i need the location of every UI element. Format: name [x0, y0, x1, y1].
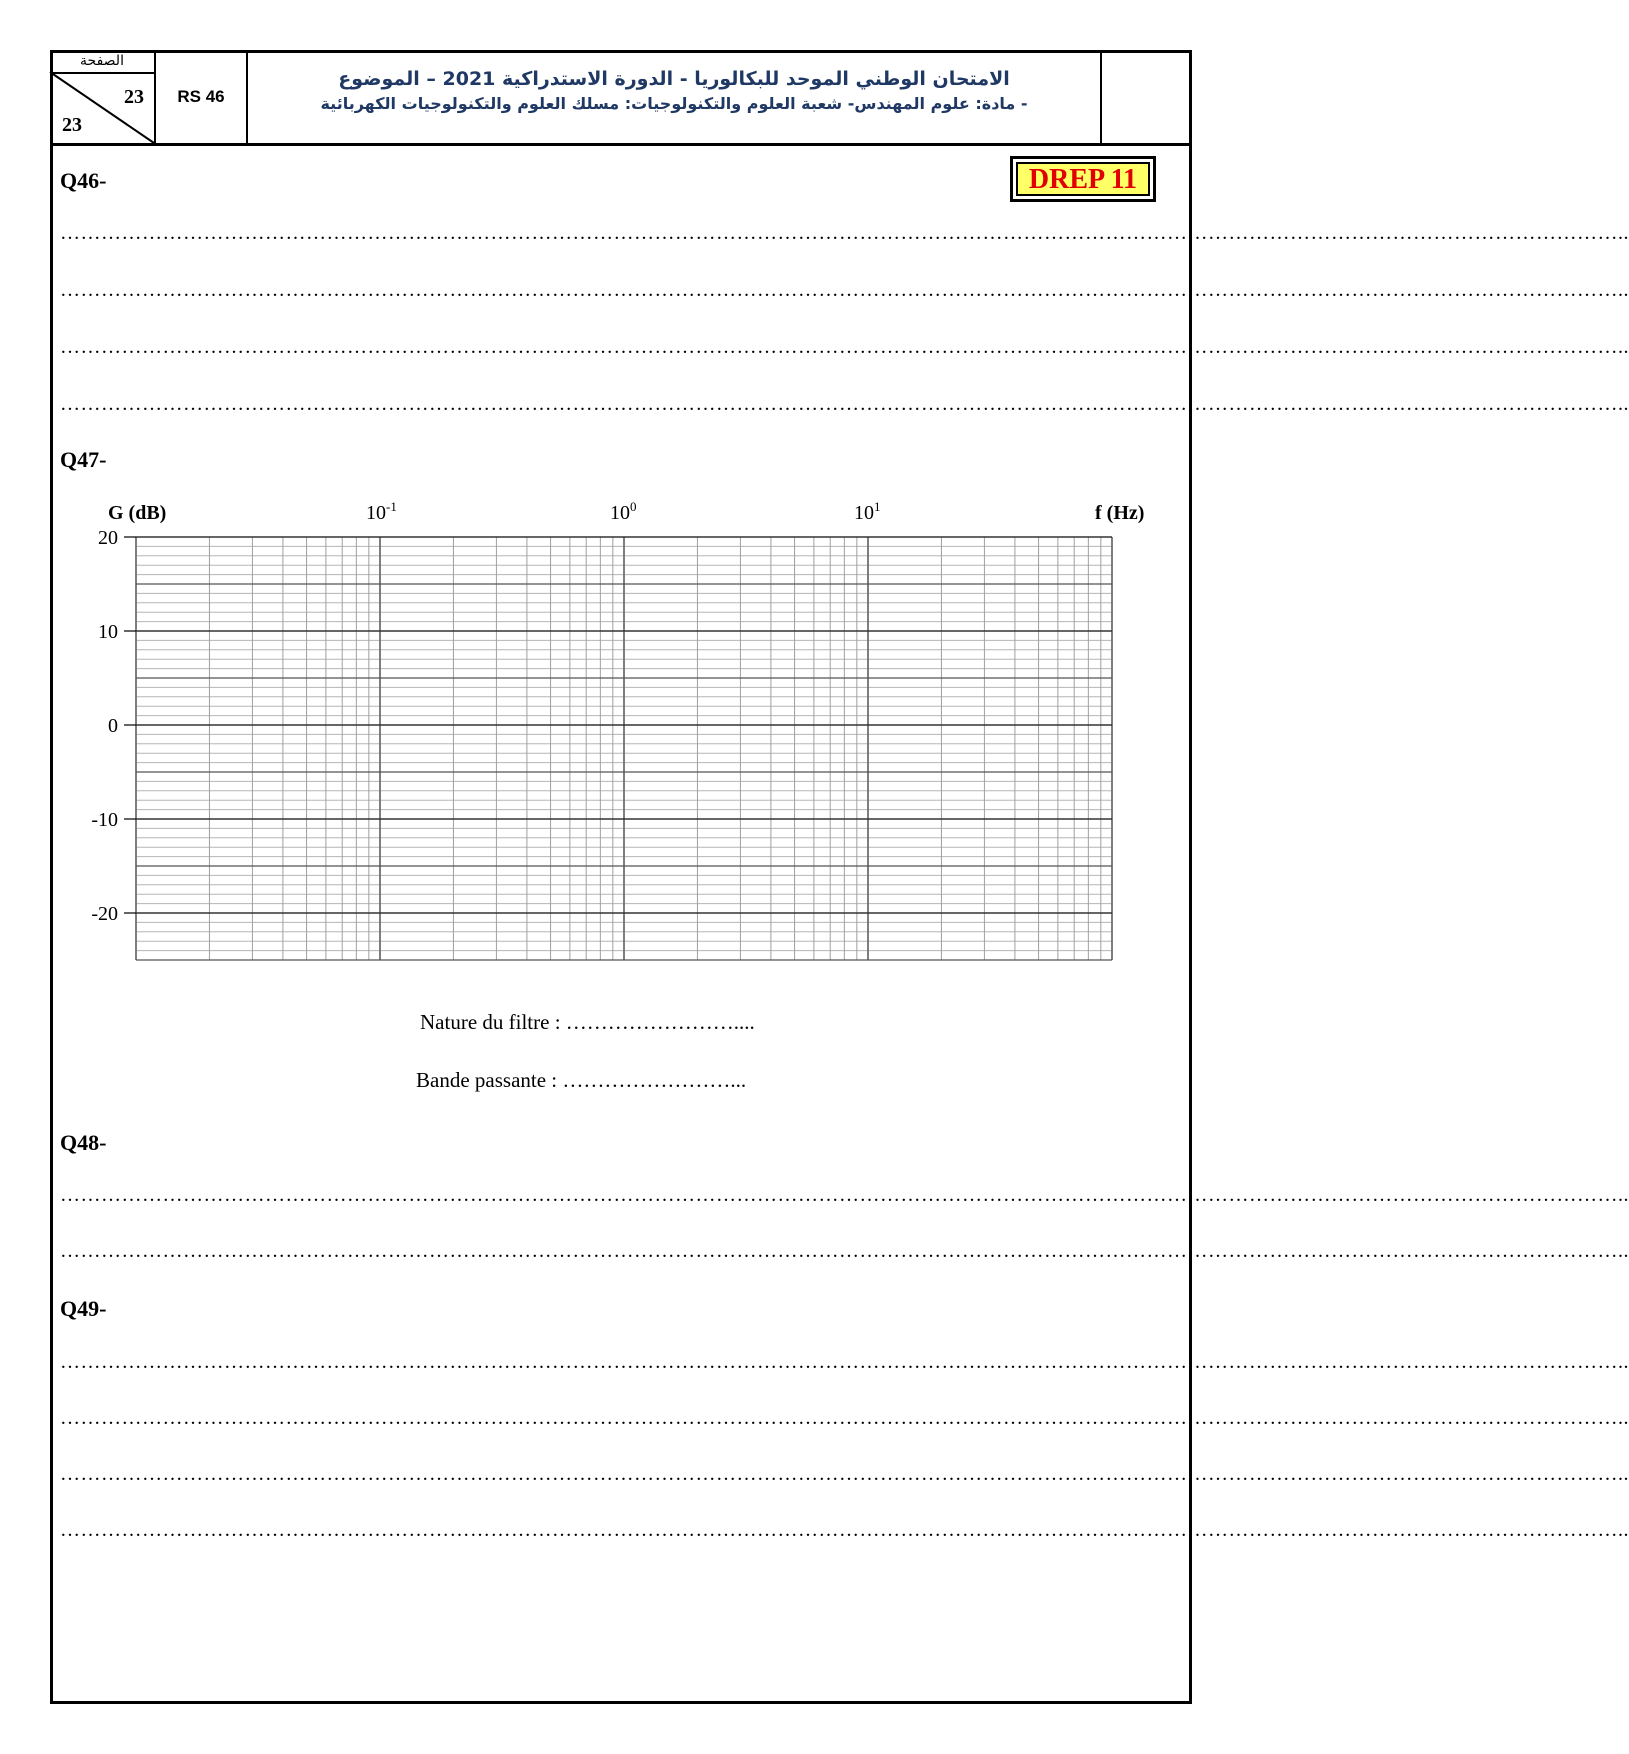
x-tick-label: $10^0$ — [610, 499, 637, 524]
drep-badge — [1010, 156, 1156, 202]
page-total: 23 — [62, 114, 82, 136]
x-tick-labels — [366, 499, 881, 524]
y-tick-labels — [91, 527, 118, 925]
minor-grid-vertical — [209, 537, 1100, 960]
header-blank-cell — [1102, 50, 1189, 143]
exam-title: الامتحان الوطني الموحد للبكالوريا - الدورة الاستدراكية 2021 – الموضوع — [338, 68, 1010, 90]
question-q48: Q48- — [60, 1130, 107, 1155]
page-header — [50, 50, 1192, 146]
bandwidth-blank[interactable]: ……………………... — [562, 1068, 747, 1092]
bode-plot — [0, 495, 1240, 975]
major-grid — [136, 537, 1112, 960]
answer-line[interactable]: ………………………………………………………………………………………………………………………………………………………………………………………………………….. — [60, 336, 1629, 358]
answer-line[interactable]: ………………………………………………………………………………………………………………………………………………………………………………………………………….. — [60, 1351, 1629, 1373]
x-tick-label: $10^1$ — [854, 499, 881, 524]
y-tick-label: 20 — [98, 527, 118, 549]
answer-line[interactable]: ………………………………………………………………………………………………………………………………………………………………………………………………………….. — [60, 1407, 1629, 1429]
exam-code: RS 46 — [156, 50, 248, 143]
answer-line[interactable]: ………………………………………………………………………………………………………………………………………………………………………………………………………….. — [60, 1463, 1629, 1485]
answer-line[interactable]: ………………………………………………………………………………………………………………………………………………………………………………………………………….. — [60, 1184, 1629, 1206]
bandwidth-label: Bande passante : — [416, 1068, 558, 1092]
y-ticks — [124, 537, 136, 913]
answer-line[interactable]: ………………………………………………………………………………………………………………………………………………………………………………………………………….. — [60, 1240, 1629, 1262]
y-axis-label: G (dB) — [108, 502, 167, 524]
page-number-cell — [50, 50, 156, 143]
y-tick-label: -20 — [91, 903, 118, 925]
filter-nature-field[interactable] — [420, 1010, 755, 1035]
question-q46: Q46- — [60, 168, 107, 193]
answer-line[interactable]: ………………………………………………………………………………………………………………………………………………………………………………………………………….. — [60, 1519, 1629, 1541]
question-q49: Q49- — [60, 1296, 107, 1321]
exam-title-cell — [248, 50, 1102, 143]
y-tick-label: 0 — [108, 715, 118, 737]
filter-nature-blank[interactable]: …………………….... — [565, 1010, 755, 1034]
answer-line[interactable]: ………………………………………………………………………………………………………………………………………………………………………………………………………….. — [60, 393, 1629, 415]
y-tick-label: 10 — [98, 621, 118, 643]
filter-nature-label: Nature du filtre : — [420, 1010, 561, 1034]
page-label: الصفحة — [50, 50, 154, 74]
answer-line[interactable]: ………………………………………………………………………………………………………………………………………………………………………………………………………….. — [60, 222, 1629, 244]
page-current: 23 — [124, 86, 144, 108]
question-q47: Q47- — [60, 447, 107, 472]
exam-subject: - مادة: علوم المهندس- شعبة العلوم والتكنولوجيات: مسلك العلوم والتكنولوجيات الكهربائية — [320, 94, 1028, 113]
drep-badge-label: DREP 11 — [1016, 162, 1150, 196]
x-axis-label: f (Hz) — [1095, 502, 1145, 524]
y-tick-label: -10 — [91, 809, 118, 831]
answer-line[interactable]: ………………………………………………………………………………………………………………………………………………………………………………………………………….. — [60, 279, 1629, 301]
bandwidth-field[interactable] — [416, 1068, 746, 1093]
x-tick-label: $10^{-1}$ — [366, 499, 397, 524]
